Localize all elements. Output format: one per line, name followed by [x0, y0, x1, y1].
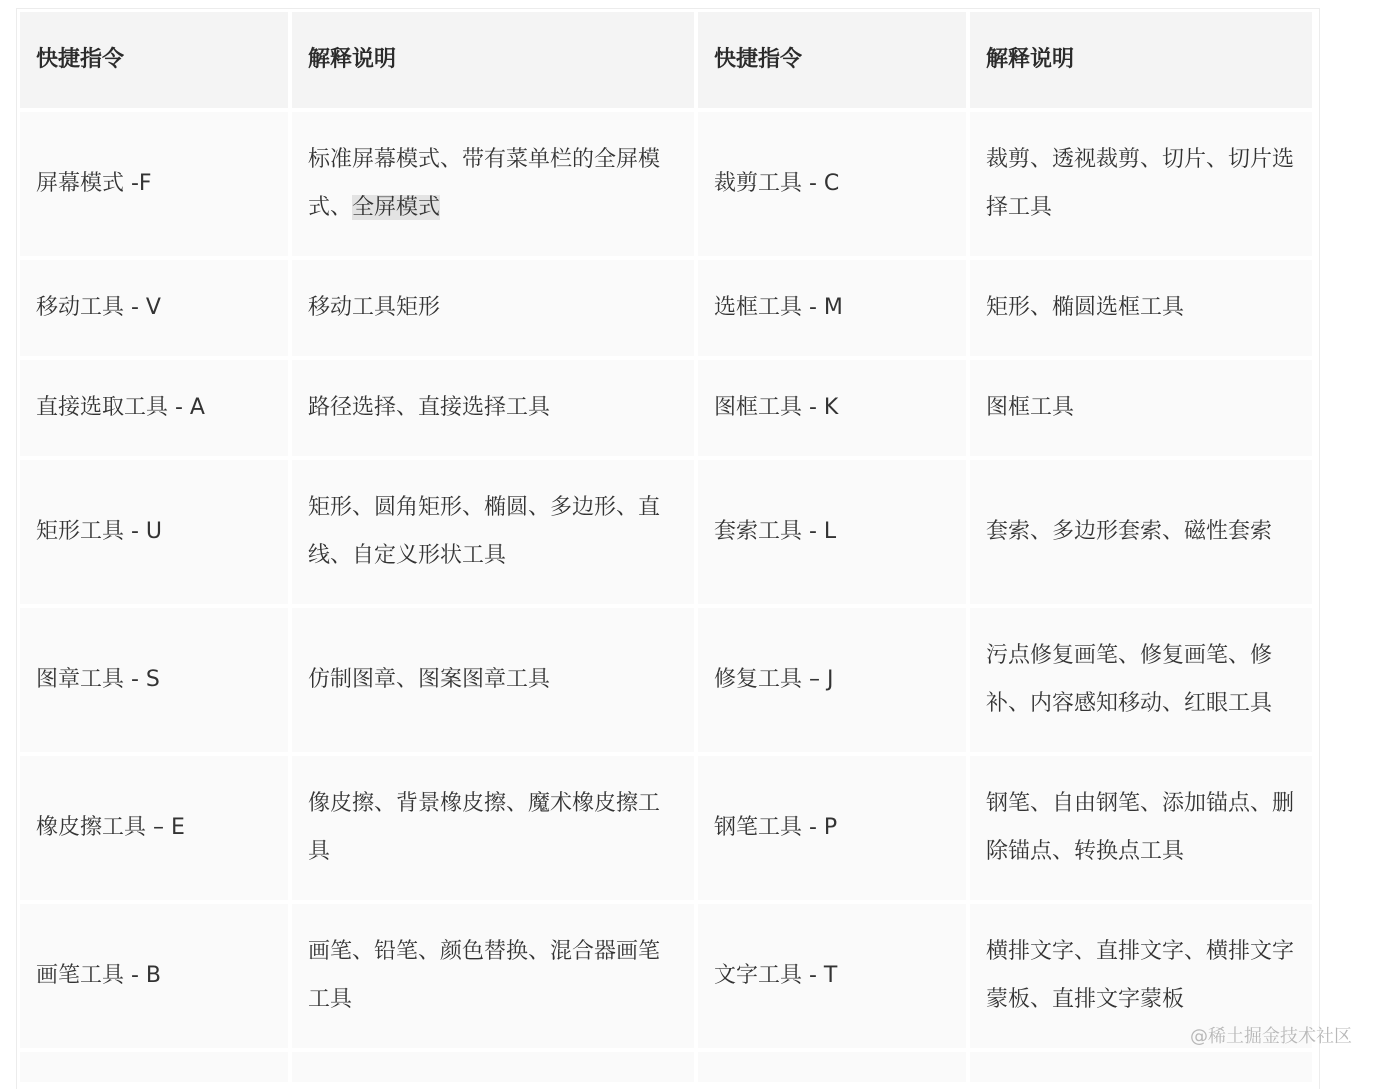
shortcut-cell: 钢笔工具 - P — [698, 756, 966, 900]
empty-cell — [698, 1052, 966, 1082]
description-cell: 套索、多边形套索、磁性套索 — [970, 460, 1312, 604]
shortcut-cell: 文字工具 - T — [698, 904, 966, 1048]
table-row — [20, 904, 1312, 1048]
shortcut-cell: 图框工具 - K — [698, 360, 966, 456]
description-cell: 图框工具 — [970, 360, 1312, 456]
header-description-1: 解释说明 — [292, 12, 694, 108]
table-row-partial — [20, 1052, 1312, 1082]
shortcut-table — [16, 8, 1316, 1086]
empty-cell — [20, 1052, 288, 1082]
shortcut-cell: 画笔工具 - B — [20, 904, 288, 1048]
empty-cell — [970, 1052, 1312, 1082]
header-description-2: 解释说明 — [970, 12, 1312, 108]
description-text: 标准屏幕模式、带有菜单栏的全屏模式、 — [308, 147, 661, 220]
description-cell: 裁剪、透视裁剪、切片、切片选择工具 — [970, 112, 1312, 256]
table-header-row — [20, 12, 1312, 108]
header-shortcut-2: 快捷指令 — [698, 12, 966, 108]
description-cell: 移动工具矩形 — [292, 260, 694, 356]
shortcut-cell: 修复工具 – J — [698, 608, 966, 752]
shortcut-cell: 直接选取工具 - A — [20, 360, 288, 456]
description-cell: 矩形、圆角矩形、椭圆、多边形、直线、自定义形状工具 — [292, 460, 694, 604]
shortcut-cell: 选框工具 - M — [698, 260, 966, 356]
description-cell: 仿制图章、图案图章工具 — [292, 608, 694, 752]
table-row — [20, 260, 1312, 356]
table-row — [20, 756, 1312, 900]
watermark: @稀土掘金技术社区 — [1190, 1026, 1352, 1047]
empty-cell — [292, 1052, 694, 1082]
description-cell: 画笔、铅笔、颜色替换、混合器画笔工具 — [292, 904, 694, 1048]
description-cell: 矩形、椭圆选框工具 — [970, 260, 1312, 356]
table-row — [20, 460, 1312, 604]
shortcut-cell: 矩形工具 - U — [20, 460, 288, 604]
shortcut-cell: 图章工具 - S — [20, 608, 288, 752]
description-cell: 路径选择、直接选择工具 — [292, 360, 694, 456]
selected-text: 全屏模式 — [352, 195, 441, 220]
shortcut-cell: 移动工具 - V — [20, 260, 288, 356]
description-cell — [292, 112, 694, 256]
table-row — [20, 112, 1312, 256]
description-cell: 污点修复画笔、修复画笔、修补、内容感知移动、红眼工具 — [970, 608, 1312, 752]
shortcut-cell: 屏幕模式 -F — [20, 112, 288, 256]
shortcut-cell: 套索工具 - L — [698, 460, 966, 604]
shortcut-cell: 橡皮擦工具 – E — [20, 756, 288, 900]
description-cell: 像皮擦、背景橡皮擦、魔术橡皮擦工具 — [292, 756, 694, 900]
description-cell: 钢笔、自由钢笔、添加锚点、删除锚点、转换点工具 — [970, 756, 1312, 900]
header-shortcut-1: 快捷指令 — [20, 12, 288, 108]
description-cell: 横排文字、直排文字、横排文字蒙板、直排文字蒙板 — [970, 904, 1312, 1048]
shortcut-cell: 裁剪工具 - C — [698, 112, 966, 256]
table-row — [20, 608, 1312, 752]
table-row — [20, 360, 1312, 456]
